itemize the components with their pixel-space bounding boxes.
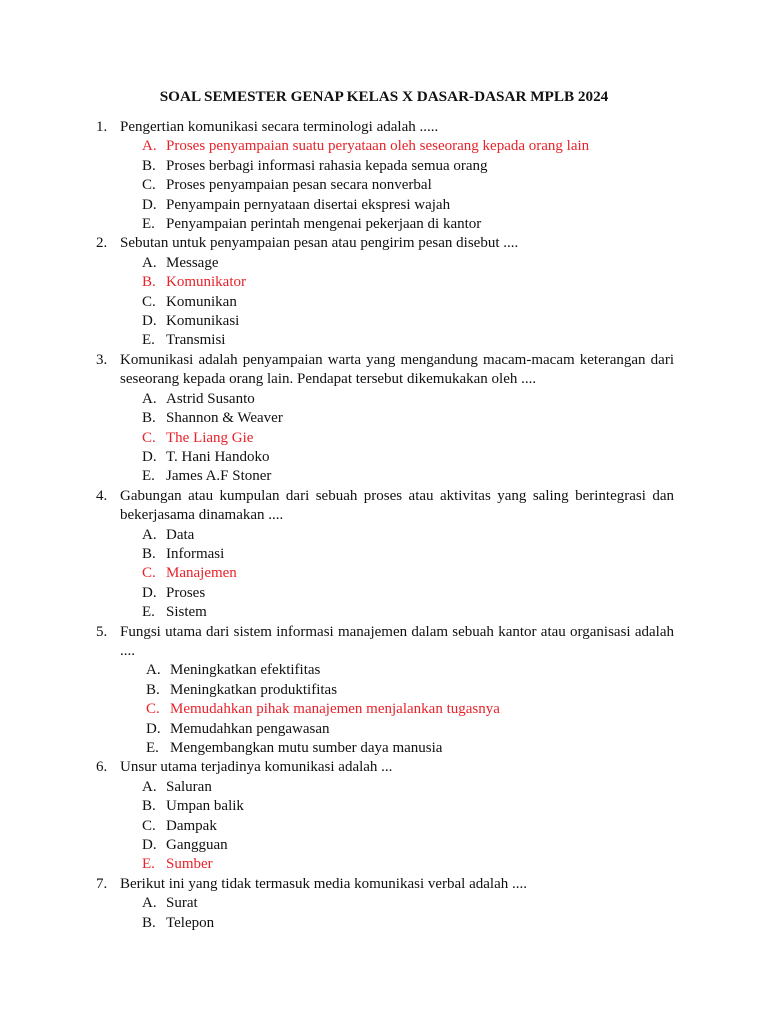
question-item — [96, 623, 674, 759]
question-item — [96, 234, 674, 350]
option-letter: B. — [142, 545, 156, 562]
answer-option — [96, 681, 674, 700]
question-number: 2. — [96, 235, 108, 252]
answer-option-correct — [96, 273, 674, 292]
answer-option — [96, 661, 674, 680]
answer-option — [96, 739, 674, 758]
option-letter: A. — [142, 254, 157, 271]
option-text: Message — [166, 254, 219, 271]
question-text: Berikut ini yang tidak termasuk media komunikasi verbal adalah .... — [120, 875, 527, 892]
answer-option — [96, 215, 674, 234]
question-item — [96, 758, 674, 874]
option-letter: D. — [142, 196, 157, 213]
answer-option — [96, 293, 674, 312]
answer-option-correct — [96, 855, 674, 874]
option-text: Astrid Susanto — [166, 390, 255, 407]
option-text: Sistem — [166, 604, 207, 621]
option-text: Transmisi — [166, 332, 226, 349]
option-letter: D. — [146, 720, 161, 737]
option-text: Surat — [166, 895, 198, 912]
option-text: The Liang Gie — [166, 429, 254, 446]
question-text: Komunikasi adalah penyampaian warta yang mengandung macam-macam keterangan dari seseorang kepada orang lain. Pendapat tersebut dikemukakan oleh .... — [120, 351, 674, 388]
answer-option — [96, 331, 674, 350]
option-text: Proses — [166, 584, 206, 601]
answer-option-correct — [96, 429, 674, 448]
question-number: 4. — [96, 487, 108, 504]
answer-option — [96, 254, 674, 273]
page-title: SOAL SEMESTER GENAP KELAS X DASAR-DASAR MPLB 2024 — [159, 88, 609, 105]
answer-option — [96, 545, 674, 564]
option-text: Shannon & Weaver — [166, 410, 283, 427]
option-text: Memudahkan pengawasan — [170, 720, 330, 737]
option-letter: E. — [142, 332, 155, 349]
question-row — [96, 758, 674, 777]
option-text: Saluran — [166, 778, 212, 795]
question-item — [96, 351, 674, 487]
option-text: Umpan balik — [166, 798, 244, 815]
option-letter: D. — [142, 837, 157, 854]
option-letter: E. — [142, 604, 155, 621]
question-item — [96, 875, 674, 933]
option-letter: A. — [142, 390, 157, 407]
option-text: Dampak — [166, 817, 217, 834]
option-text: Manajemen — [166, 565, 237, 582]
answer-option — [96, 584, 674, 603]
option-list — [96, 778, 674, 875]
question-number: 7. — [96, 875, 108, 892]
answer-option-correct — [96, 564, 674, 583]
option-letter: C. — [142, 429, 156, 446]
option-text: Proses penyampaian suatu peryataan oleh seseorang kepada orang lain — [166, 138, 590, 155]
option-list — [96, 661, 674, 758]
option-letter: C. — [142, 177, 156, 194]
answer-option — [96, 390, 674, 409]
answer-option — [96, 448, 674, 467]
question-number: 1. — [96, 119, 108, 135]
answer-option — [96, 409, 674, 428]
question-number: 5. — [96, 623, 108, 640]
option-text: Komunikator — [166, 274, 246, 291]
option-text: Penyampaian perintah mengenai pekerjaan di kantor — [166, 216, 482, 233]
answer-option — [96, 778, 674, 797]
question-text: Sebutan untuk penyampaian pesan atau pengirim pesan disebut .... — [120, 235, 519, 252]
option-text: Mengembangkan mutu sumber daya manusia — [170, 740, 443, 756]
option-letter: E. — [142, 216, 155, 233]
option-letter: B. — [142, 798, 156, 815]
answer-option — [96, 467, 674, 486]
option-text: T. Hani Handoko — [166, 448, 270, 465]
question-list — [96, 118, 674, 933]
question-item — [96, 118, 674, 234]
question-text: Gabungan atau kumpulan dari sebuah proses atau aktivitas yang saling berintegrasi dan bekerjasama dinamakan .... — [120, 487, 674, 524]
option-letter: B. — [142, 274, 156, 291]
question-row — [96, 487, 674, 526]
answer-option — [96, 157, 674, 176]
option-letter: B. — [142, 410, 156, 427]
option-list — [96, 894, 674, 933]
option-letter: A. — [142, 526, 157, 543]
question-row — [96, 623, 674, 662]
option-letter: C. — [146, 701, 160, 718]
option-letter: A. — [142, 895, 157, 912]
answer-option — [96, 817, 674, 836]
option-letter: A. — [142, 778, 157, 795]
option-letter: D. — [142, 313, 157, 330]
option-letter: E. — [142, 856, 155, 873]
answer-option — [96, 526, 674, 545]
question-text: Pengertian komunikasi secara terminologi adalah ..... — [120, 119, 439, 135]
option-text: James A.F Stoner — [166, 468, 272, 485]
option-text: Komunikasi — [166, 313, 240, 330]
option-letter: E. — [142, 468, 155, 485]
answer-option — [96, 914, 674, 933]
option-list — [96, 137, 674, 234]
question-row — [96, 875, 674, 894]
option-letter: D. — [142, 584, 157, 601]
question-number: 6. — [96, 759, 108, 776]
option-list — [96, 390, 674, 487]
option-text: Memudahkan pihak manajemen menjalankan tugasnya — [170, 701, 500, 718]
option-letter: B. — [142, 914, 156, 931]
answer-option-correct — [96, 137, 674, 156]
option-text: Komunikan — [166, 293, 237, 310]
option-text: Gangguan — [166, 837, 228, 854]
option-letter: C. — [142, 565, 156, 582]
answer-option — [96, 603, 674, 622]
option-text: Meningkatkan efektifitas — [170, 662, 321, 679]
option-letter: E. — [146, 740, 159, 756]
question-number: 3. — [96, 351, 108, 368]
option-letter: A. — [146, 662, 161, 679]
answer-option — [96, 894, 674, 913]
option-letter: B. — [146, 681, 160, 698]
option-text: Proses berbagi informasi rahasia kepada semua orang — [166, 157, 488, 174]
option-text: Informasi — [166, 545, 225, 562]
option-letter: B. — [142, 157, 156, 174]
option-letter: A. — [142, 138, 157, 155]
option-text: Telepon — [166, 914, 215, 931]
option-text: Penyampain pernyataan disertai ekspresi wajah — [166, 196, 451, 213]
option-text: Data — [166, 526, 195, 543]
question-row — [96, 351, 674, 390]
answer-option — [96, 176, 674, 195]
question-row — [96, 118, 674, 137]
answer-option — [96, 720, 674, 739]
option-list — [96, 254, 674, 351]
option-text: Sumber — [166, 856, 213, 873]
answer-option — [96, 836, 674, 855]
answer-option — [96, 196, 674, 215]
question-text: Fungsi utama dari sistem informasi manajemen dalam sebuah kantor atau organisasi adalah .... — [120, 623, 674, 659]
question-item — [96, 487, 674, 623]
option-letter: C. — [142, 817, 156, 834]
answer-option-correct — [96, 700, 674, 719]
option-text: Meningkatkan produktifitas — [170, 681, 338, 698]
option-text: Proses penyampaian pesan secara nonverbal — [166, 177, 432, 194]
question-row — [96, 234, 674, 253]
answer-option — [96, 797, 674, 816]
option-letter: C. — [142, 293, 156, 310]
question-text: Unsur utama terjadinya komunikasi adalah ... — [120, 759, 393, 776]
answer-option — [96, 312, 674, 331]
option-letter: D. — [142, 448, 157, 465]
option-list — [96, 526, 674, 623]
